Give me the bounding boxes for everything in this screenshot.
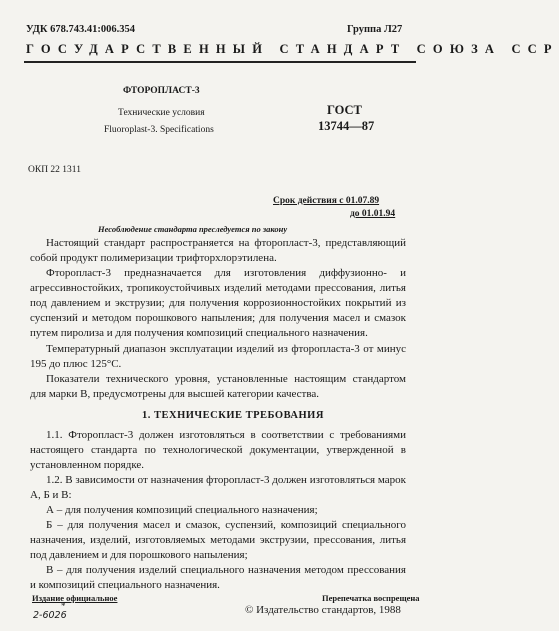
- clause-1-2: 1.2. В зависимости от назначения фторопласт-3 должен изготовляться марок А, Б и В:: [30, 474, 406, 501]
- standard-title: ГОСУДАРСТВЕННЫЙ СТАНДАРТ СОЮЗА ССР: [26, 42, 559, 56]
- grade-a-item: А – для получения композиций специального назначения;: [46, 504, 318, 516]
- intro-paragraph-4: Показатели технического уровня, установленные настоящим стандартом для марки В, предусмотрены для высшей категории качества.: [30, 373, 406, 400]
- product-subtitle: Технические условия: [118, 108, 205, 118]
- star-mark: *: [61, 601, 66, 611]
- official-edition: Издание официальное: [32, 593, 118, 603]
- clause-1-1: 1.1. Фторопласт-3 должен изготовляться в соответствии с требованиями настоящего стандарта по технологической документации, утвержденной в установленном порядке.: [30, 429, 406, 471]
- udk-code: УДК 678.743.41:006.354: [26, 24, 135, 35]
- validity-from: [273, 196, 379, 206]
- gost-label: ГОСТ: [327, 103, 362, 117]
- gost-number: 13744—87: [318, 119, 375, 133]
- header-rule: [24, 61, 416, 63]
- validity-from-text: Срок действия с 01.07.89: [273, 196, 380, 206]
- grade-b-item: Б – для получения масел и смазок, суспензий, композиций специального назначения, изделий, изготовляемых методами экструзии, прессования, литья под давлением и для порошкового напыления;: [30, 519, 406, 561]
- handwritten-number: 2-6026: [33, 610, 67, 621]
- group-code: Группа Л27: [347, 24, 403, 35]
- intro-paragraph-1: Настоящий стандарт распространяется на фторопласт-3, представляющий собой продукт полимеризации трифторхлорэтилена.: [30, 237, 406, 264]
- intro-paragraph-3: Температурный диапазон эксплуатации изделий из фторопласта-3 от минус 195 до плюс 125°С.: [30, 343, 406, 370]
- prohibition-note: Несоблюдение стандарта преследуется по закону: [98, 224, 288, 234]
- copyright: © Издательство стандартов, 1988: [245, 604, 401, 616]
- product-name: ФТОРОПЛАСТ-3: [123, 86, 200, 96]
- product-english-title: Fluoroplast-3. Specifications: [104, 125, 214, 135]
- section-title: 1. ТЕХНИЧЕСКИЕ ТРЕБОВАНИЯ: [142, 410, 324, 421]
- validity-to: [350, 209, 395, 219]
- validity-to-text: до 01.01.94: [350, 209, 396, 219]
- grade-v-item: В – для получения изделий специального назначения методом прессования и композиций специального назначения.: [30, 564, 406, 591]
- reprint-prohibited: Перепечатка воспрещена: [322, 593, 420, 603]
- okp-code: ОКП 22 1311: [28, 165, 81, 175]
- intro-paragraph-2: Фторопласт-3 предназначается для изготовления диффузионно- и агрессивностойких, тропикоустойчивых изделий методами прессования, литья под давлением и экструзии; для получения коррозионностойких покрытий из суспензий и методом порошкового напыления; для получения масел и смазок путем пиролиза и для получения композиций специального назначения.: [30, 267, 406, 339]
